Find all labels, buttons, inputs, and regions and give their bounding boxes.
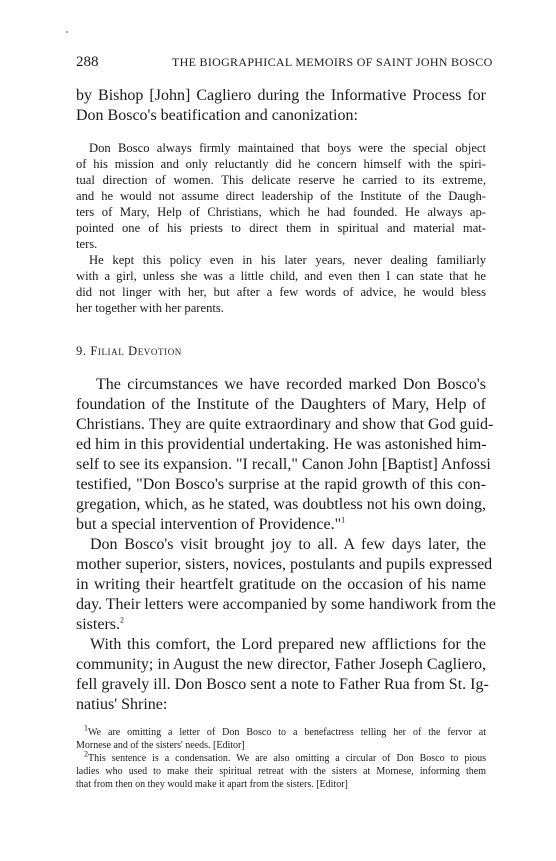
quote-line: of his mission and only reluctantly did he concern himself with the spiri- [76, 157, 486, 171]
footnote-line [84, 723, 486, 738]
body-line: Christians. They are quite extraordinary and show that God guid- [76, 416, 494, 433]
running-head: THE BIOGRAPHICAL MEMOIRS OF SAINT JOHN BOSCO [172, 55, 493, 69]
intro-line: Don Bosco's beatification and canonization: [76, 107, 358, 124]
quote-line: her together with her parents. [76, 301, 224, 315]
body-line: testified, "Don Bosco's surprise at the rapid growth of this con- [76, 476, 486, 493]
body-line-text: but a special intervention of Providence." [76, 516, 342, 533]
quote-line: Don Bosco always firmly maintained that boys were the special object [89, 141, 486, 155]
body-line: ed him in this providential undertaking. He was astonished him- [76, 436, 487, 453]
footnote-text: This sentence is a condensation. We are also omitting a circular of Don Bosco to pious [88, 753, 486, 764]
quote-line: tual direction of women. This delicate reserve he carried to its extreme, [76, 173, 486, 187]
footnote-line: Mornese and of the sisters' needs. [Editor] [76, 740, 245, 751]
footnote-marker: 1 [84, 723, 88, 733]
quote-line: did not linger with her, but after a few words of advice, he would bless [76, 285, 486, 299]
footnote-line: ladies who used to make their spiritual retreat with the sisters at Mornese, informing them [76, 766, 486, 777]
scan-speck [66, 31, 68, 33]
page-header [76, 54, 493, 74]
body-line: in writing their heartfelt gratitude on the occasion of his name [76, 576, 486, 593]
quote-line: pointed one of his priests to direct them in spiritual and material mat- [76, 221, 486, 235]
footnote-ref: 1 [341, 515, 346, 525]
body-line: With this comfort, the Lord prepared new afflictions for the [90, 636, 486, 653]
intro-line: by Bishop [John] Cagliero during the Informative Process for [76, 87, 486, 104]
section-title: Filial Devotion [90, 344, 182, 358]
body-line: day. Their letters were accompanied by some handiwork from the [76, 596, 496, 613]
section-number: 9. [76, 344, 87, 358]
quote-line: He kept this policy even in his later years, never dealing familiarly [89, 253, 486, 267]
body-line: The circumstances we have recorded marked Don Bosco's [96, 376, 486, 393]
body-line: gregation, which, as he stated, was doubtless not his own doing, [76, 496, 486, 513]
body-line: fell gravely ill. Don Bosco sent a note to Father Rua from St. Ig- [76, 676, 489, 693]
body-line: community; in August the new director, Father Joseph Cagliero, [76, 656, 486, 673]
body-line [76, 516, 486, 534]
section-heading [76, 344, 486, 359]
body-line-text: sisters. [76, 616, 120, 633]
quote-line: and he would not assume direct leadership of the Institute of the Daugh- [76, 189, 486, 203]
footnote-line [84, 749, 486, 764]
footnote-marker: 2 [84, 749, 88, 759]
footnote-text: We are omitting a letter of Don Bosco to a benefactress telling her of the fervor at [88, 727, 486, 738]
body-line [76, 616, 486, 634]
body-line: foundation of the Institute of the Daughters of Mary, Help of [76, 396, 486, 413]
body-line: mother superior, sisters, novices, postulants and pupils expressed [76, 556, 493, 573]
quote-line: ters of Mary, Help of Christians, which he had founded. He always ap- [76, 205, 486, 219]
body-line: self to see its expansion. "I recall," Canon John [Baptist] Anfossi [76, 456, 491, 473]
quote-line: ters. [76, 237, 98, 251]
page-number: 288 [76, 54, 99, 70]
body-line: Don Bosco's visit brought joy to all. A few days later, the [90, 536, 486, 553]
body-line: natius' Shrine: [76, 696, 168, 713]
footnote-ref: 2 [120, 615, 124, 625]
quote-line: with a girl, unless she was a little child, and even then I can state that he [76, 269, 486, 283]
footnote-line: that from then on they would make it apart from the sisters. [Editor] [76, 779, 348, 790]
